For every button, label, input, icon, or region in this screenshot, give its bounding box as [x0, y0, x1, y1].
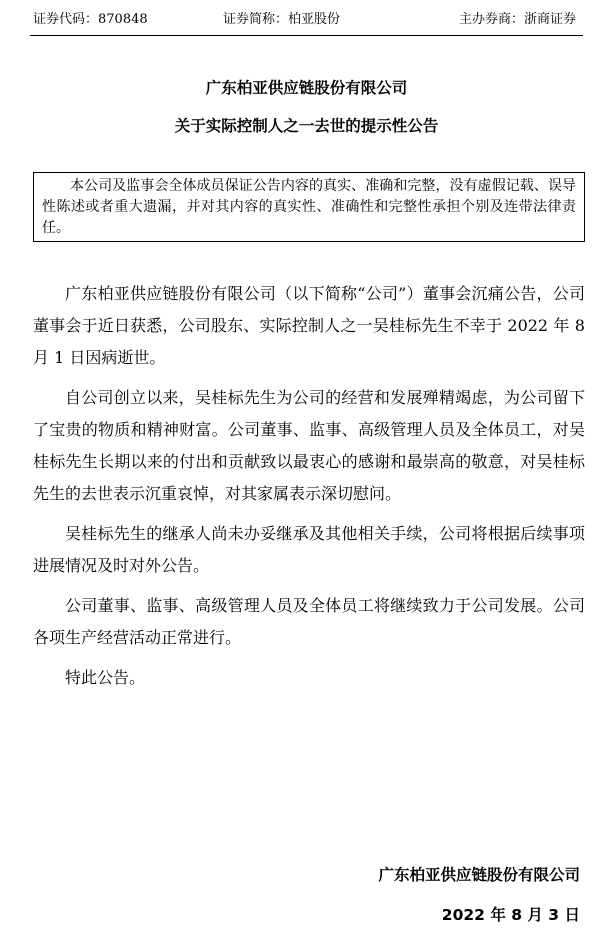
announcement-title: 关于实际控制人之一去世的提示性公告 [174, 117, 439, 135]
company-title: 广东柏亚供应链股份有限公司 [205, 79, 408, 97]
document-header [33, 10, 576, 30]
body-paragraph: 自公司创立以来，吴桂标先生为公司的经营和发展殚精竭虑，为公司留下了宝贵的物质和精神财富。公司董事、监事、高级管理人员及全体员工，对吴桂标先生长期以来的付出和贡献致以最衷心的感谢和最崇高的敬意，对吴桂标先生的去世表示沉重哀悼，对其家属表示深切慰问。 [33, 388, 585, 503]
sponsoring-broker: 主办券商：浙商证券 [458, 12, 576, 27]
signature-date: 2022 年 8 月 3 日 [441, 906, 580, 924]
body-paragraph: 广东柏亚供应链股份有限公司（以下简称“公司”）董事会沉痛公告，公司董事会于近日获悉，公司股东、实际控制人之一吴桂标先生不幸于 2022 年 8 月 1 日因病逝世。 [33, 284, 585, 367]
stock-abbreviation: 证券简称：柏亚股份 [223, 12, 341, 27]
body-paragraph: 公司董事、监事、高级管理人员及全体员工将继续致力于公司发展。公司各项生产经营活动正常进行。 [33, 596, 585, 647]
stock-code: 证券代码：870848 [33, 12, 148, 27]
closing-paragraph: 特此公告。 [65, 668, 146, 687]
disclaimer-notice: 本公司及监事会全体成员保证公告内容的真实、准确和完整，没有虚假记载、误导性陈述或者重大遗漏，并对其内容的真实性、准确性和完整性承担个别及连带法律责任。 [33, 172, 585, 242]
announcement-body [33, 278, 585, 702]
signature-company: 广东柏亚供应链股份有限公司 [378, 866, 580, 884]
body-paragraph: 吴桂标先生的继承人尚未办妥继承及其他相关手续，公司将根据后续事项进展情况及时对外公告。 [33, 524, 585, 575]
header-divider [30, 35, 583, 36]
